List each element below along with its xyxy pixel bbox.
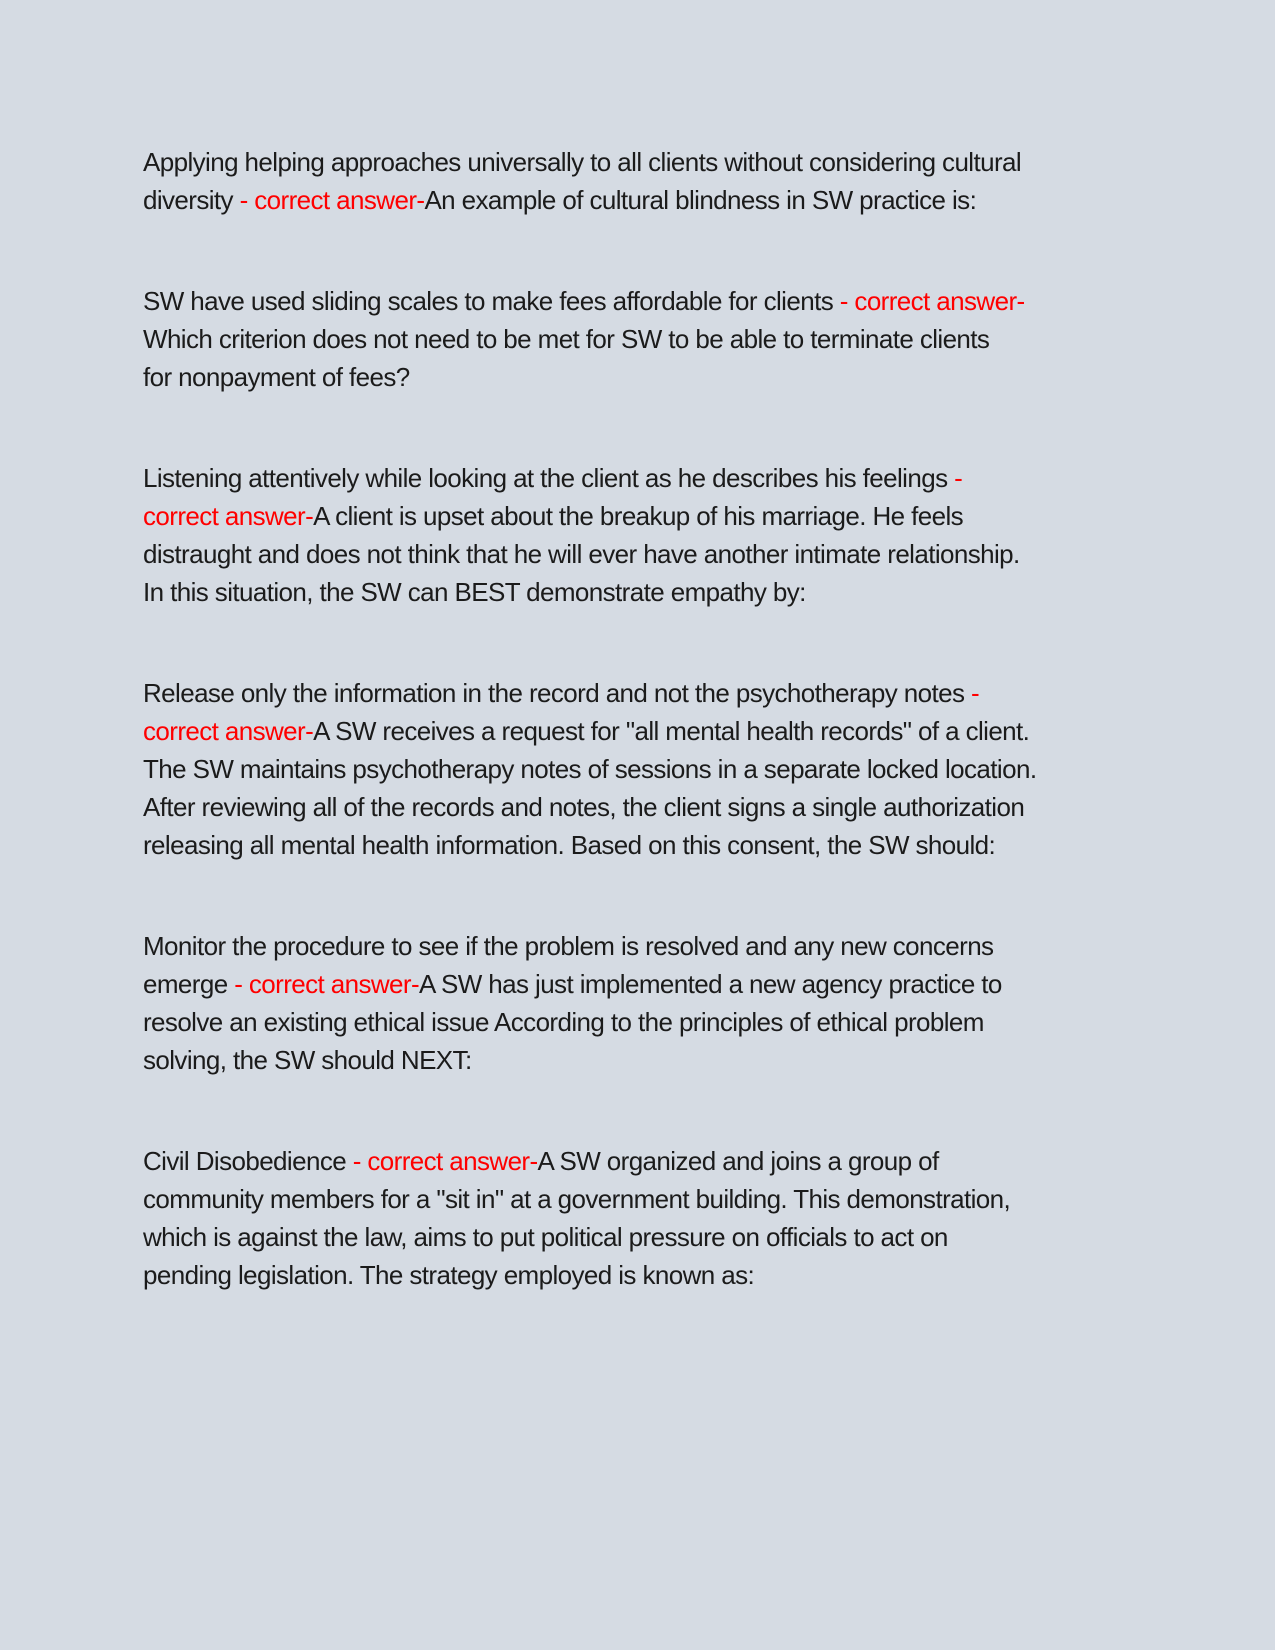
text-line: [143, 459, 1185, 497]
question-text: In this situation, the SW can BEST demonstrate empathy by:: [143, 577, 806, 607]
question-text: After reviewing all of the records and notes, the client signs a single authorization: [143, 792, 1025, 822]
text-line: [143, 573, 1185, 611]
correct-answer-marker: -: [970, 678, 980, 708]
text-line: [143, 282, 1185, 320]
question-text: The SW maintains psychotherapy notes of sessions in a separate locked location.: [143, 754, 1037, 784]
question-text: Applying helping approaches universally to all clients without considering cultural: [143, 147, 1022, 177]
text-line: [143, 965, 1185, 1003]
correct-answer-marker: - correct answer-: [239, 185, 425, 215]
text-line: [143, 712, 1185, 750]
question-text: Which criterion does not need to be met for SW to be able to terminate clients: [143, 324, 990, 354]
paragraph: [143, 459, 1185, 611]
question-text: solving, the SW should NEXT:: [143, 1045, 472, 1075]
question-text: which is against the law, aims to put political pressure on officials to act on: [143, 1222, 948, 1252]
text-line: [143, 497, 1185, 535]
text-line: [143, 181, 1185, 219]
question-text: Monitor the procedure to see if the problem is resolved and any new concerns: [143, 931, 994, 961]
question-text: distraught and does not think that he will ever have another intimate relationship.: [143, 539, 1020, 569]
question-text: community members for a "sit in" at a government building. This demonstration,: [143, 1184, 1011, 1214]
paragraph: [143, 282, 1185, 396]
question-text: A SW receives a request for "all mental health records" of a client.: [313, 716, 1030, 746]
text-line: [143, 143, 1185, 181]
text-line: [143, 674, 1185, 712]
text-line: [143, 1142, 1185, 1180]
text-line: [143, 1256, 1185, 1294]
question-text: An example of cultural blindness in SW practice is:: [424, 185, 977, 215]
question-text: for nonpayment of fees?: [143, 362, 410, 392]
paragraph: [143, 674, 1185, 864]
paragraph: [143, 927, 1185, 1079]
correct-answer-marker: correct answer-: [143, 501, 314, 531]
text-line: [143, 927, 1185, 965]
question-text: Release only the information in the record and not the psychotherapy notes: [143, 678, 971, 708]
question-text: diversity: [143, 185, 240, 215]
text-line: [143, 1041, 1185, 1079]
question-text: Civil Disobedience: [143, 1146, 353, 1176]
text-line: [143, 826, 1185, 864]
correct-answer-marker: -: [954, 463, 963, 493]
paragraph: [143, 1142, 1185, 1294]
text-line: [143, 788, 1185, 826]
text-line: [143, 1218, 1185, 1256]
text-line: [143, 358, 1185, 396]
text-line: [143, 750, 1185, 788]
question-text: SW have used sliding scales to make fees affordable for clients: [143, 286, 840, 316]
paragraph: [143, 143, 1185, 219]
text-line: [143, 320, 1185, 358]
correct-answer-marker: - correct answer-: [839, 286, 1025, 316]
question-text: A SW organized and joins a group of: [537, 1146, 939, 1176]
question-text: resolve an existing ethical issue According to the principles of ethical problem: [143, 1007, 984, 1037]
question-text: releasing all mental health information. Based on this consent, the SW should:: [143, 830, 996, 860]
correct-answer-marker: correct answer-: [143, 716, 314, 746]
question-text: A SW has just implemented a new agency practice to: [419, 969, 1002, 999]
correct-answer-marker: - correct answer-: [234, 969, 420, 999]
correct-answer-marker: - correct answer-: [352, 1146, 538, 1176]
question-text: emerge: [143, 969, 235, 999]
question-text: Listening attentively while looking at the client as he describes his feelings: [143, 463, 955, 493]
text-line: [143, 535, 1185, 573]
question-text: pending legislation. The strategy employed is known as:: [143, 1260, 755, 1290]
text-line: [143, 1003, 1185, 1041]
text-line: [143, 1180, 1185, 1218]
question-text: A client is upset about the breakup of his marriage. He feels: [313, 501, 964, 531]
